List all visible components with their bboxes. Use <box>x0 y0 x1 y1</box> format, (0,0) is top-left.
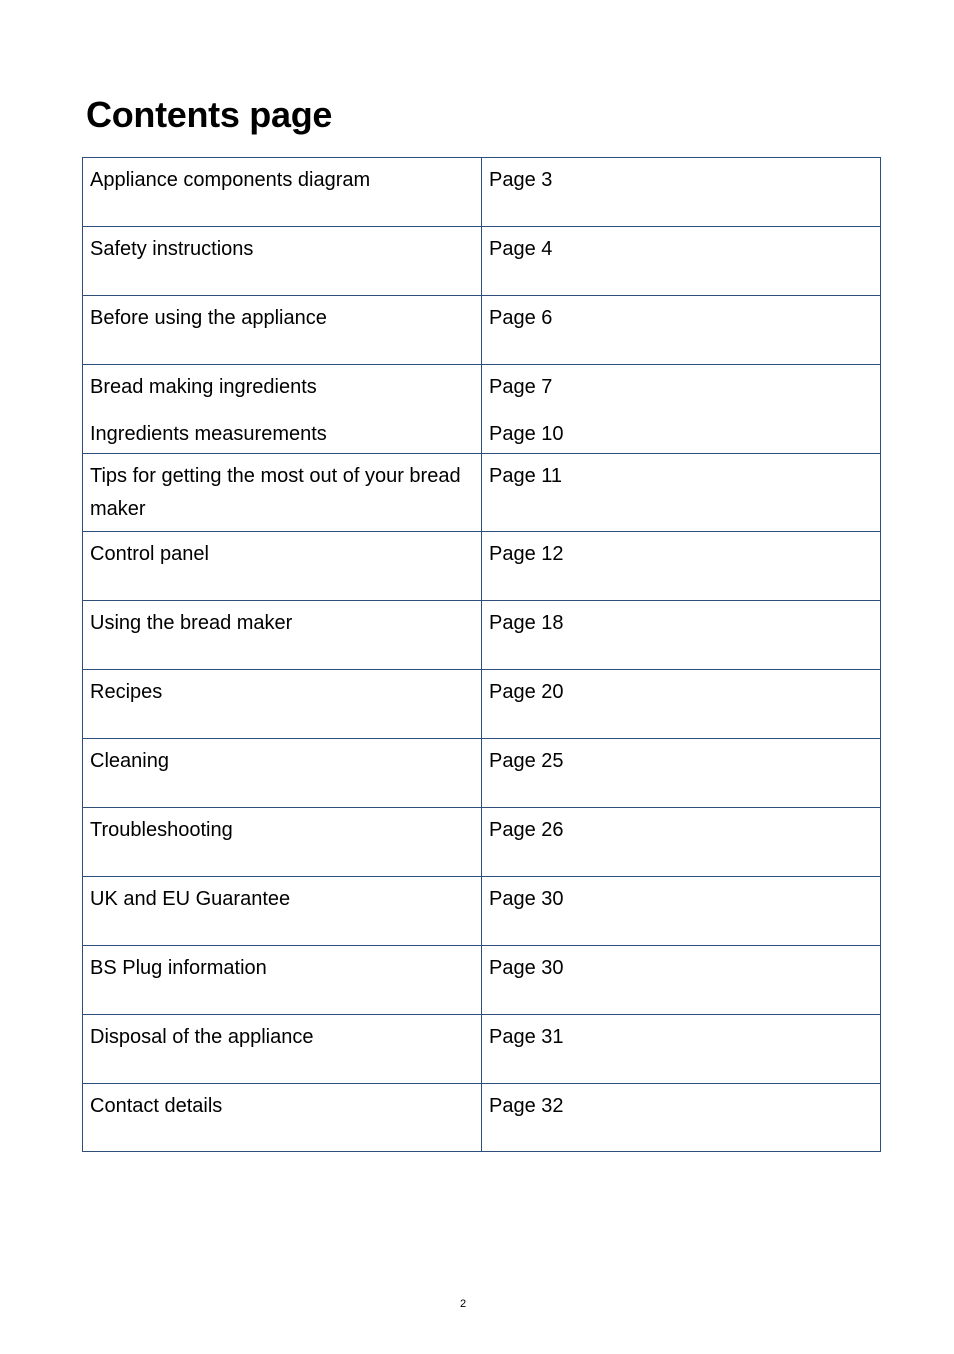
table-row <box>83 454 881 532</box>
section-cell <box>83 601 482 670</box>
contents-table <box>82 157 881 1152</box>
section-cell <box>83 739 482 808</box>
table-row <box>83 227 881 296</box>
page-reference-cell <box>482 808 881 877</box>
page-reference: Page 31 <box>489 1026 564 1048</box>
table-row <box>83 946 881 1015</box>
table-row <box>83 365 881 454</box>
section-cell <box>83 532 482 601</box>
table-row <box>83 739 881 808</box>
section-title: Appliance components diagram <box>90 169 371 191</box>
table-row <box>83 808 881 877</box>
page-reference-cell <box>482 454 881 532</box>
page-reference-cell <box>482 670 881 739</box>
section-cell <box>83 365 482 454</box>
table-row <box>83 601 881 670</box>
page-reference-cell <box>482 877 881 946</box>
section-cell <box>83 296 482 365</box>
page-reference-cell <box>482 365 881 454</box>
section-title: Safety instructions <box>90 238 254 260</box>
page-reference: Page 3 <box>489 169 553 191</box>
page-reference-cell <box>482 946 881 1015</box>
section-cell <box>83 158 482 227</box>
page-reference-cell <box>482 601 881 670</box>
page-reference: Page 20 <box>489 681 564 703</box>
section-title: BS Plug information <box>90 957 267 979</box>
table-row <box>83 1015 881 1084</box>
page-reference: Page 12 <box>489 543 564 565</box>
page-reference: Page 18 <box>489 612 564 634</box>
page-reference-cell <box>482 1015 881 1084</box>
table-row <box>83 158 881 227</box>
section-title: Using the bread maker <box>90 612 293 634</box>
section-title: Ingredients measurements <box>90 423 327 445</box>
section-cell <box>83 670 482 739</box>
page-reference: Page 25 <box>489 750 564 772</box>
page-title: Contents page <box>86 94 333 135</box>
page-reference-cell <box>482 739 881 808</box>
contents-table-body <box>83 158 881 1152</box>
section-title: Bread making ingredients <box>90 376 317 398</box>
page-reference-cell <box>482 1084 881 1152</box>
page-reference-cell <box>482 227 881 296</box>
section-title: Recipes <box>90 681 163 703</box>
section-title: Tips for getting the most out of your bread maker <box>90 465 461 520</box>
section-cell <box>83 808 482 877</box>
table-row <box>83 670 881 739</box>
section-title: Troubleshooting <box>90 819 233 841</box>
page-reference: Page 11 <box>489 465 563 487</box>
table-row <box>83 877 881 946</box>
page-reference: Page 6 <box>489 307 553 329</box>
section-title: Disposal of the appliance <box>90 1026 314 1048</box>
page-reference: Page 32 <box>489 1095 564 1117</box>
section-cell <box>83 227 482 296</box>
section-title: Contact details <box>90 1095 223 1117</box>
section-title: Before using the appliance <box>90 307 327 329</box>
section-cell <box>83 946 482 1015</box>
section-title: Cleaning <box>90 750 169 772</box>
table-row <box>83 532 881 601</box>
page-reference: Page 10 <box>489 423 564 445</box>
table-row <box>83 296 881 365</box>
page-number: 2 <box>459 1298 467 1310</box>
page-reference: Page 26 <box>489 819 564 841</box>
page-reference: Page 30 <box>489 957 564 979</box>
page-reference-cell <box>482 532 881 601</box>
page-reference: Page 4 <box>489 238 553 260</box>
section-title: Control panel <box>90 543 209 565</box>
section-cell <box>83 1084 482 1152</box>
page-reference-cell <box>482 296 881 365</box>
page-reference: Page 30 <box>489 888 564 910</box>
page-reference-cell <box>482 158 881 227</box>
section-cell <box>83 1015 482 1084</box>
table-row <box>83 1084 881 1152</box>
section-cell <box>83 877 482 946</box>
page-reference: Page 7 <box>489 376 553 398</box>
section-cell <box>83 454 482 532</box>
section-title: UK and EU Guarantee <box>90 888 291 910</box>
